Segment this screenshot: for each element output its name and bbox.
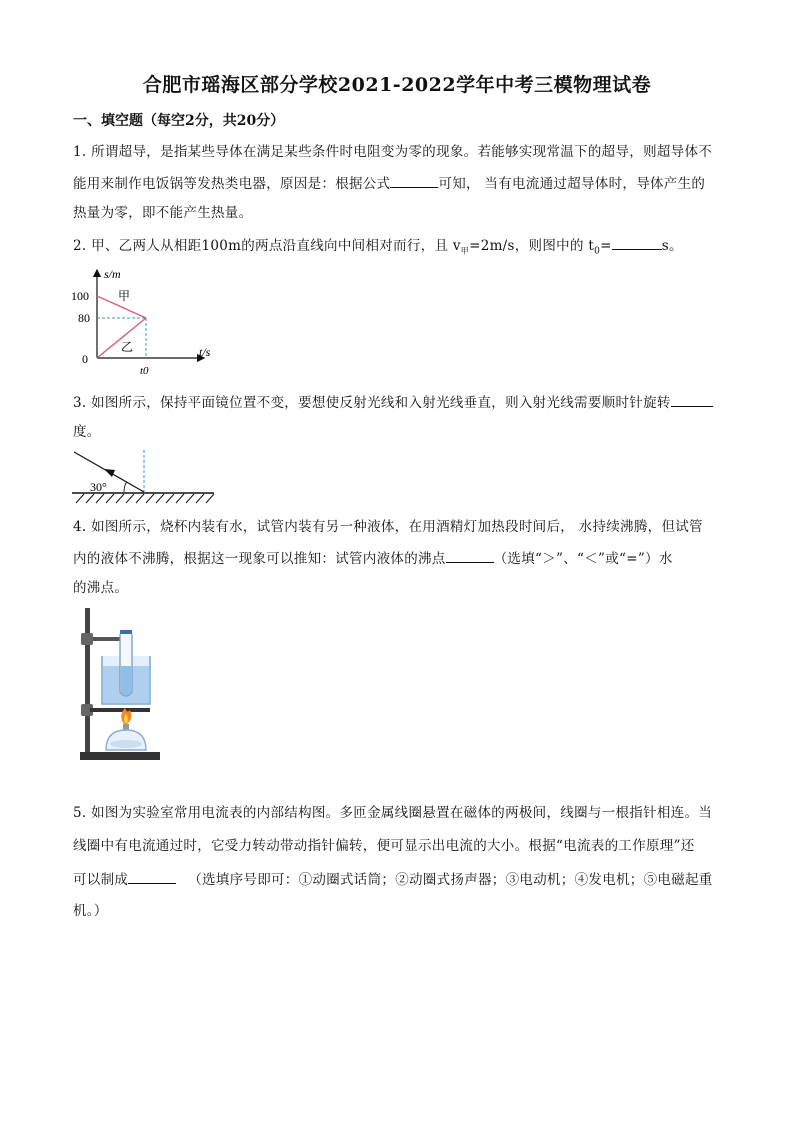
q5-text-b: （选填序号即可：①动圈式话筒；②动圈式扬声器；③电动机；④发电机；⑤电磁起重 bbox=[188, 872, 713, 888]
q4-line-2 bbox=[73, 548, 723, 569]
tick-100: 100 bbox=[71, 289, 89, 303]
q2-answer-blank[interactable] bbox=[612, 235, 662, 250]
lamp-wick bbox=[123, 724, 129, 730]
y-axis-label: s/m bbox=[104, 267, 121, 281]
q1-answer-blank[interactable] bbox=[390, 173, 438, 188]
tick-0: 0 bbox=[82, 352, 88, 366]
q2-subscript-0: 0 bbox=[594, 246, 601, 257]
q1-line-3: 热量为零，即不能产生热量。 bbox=[73, 205, 253, 221]
q3-line-2: 度。 bbox=[73, 424, 101, 440]
q1-line-1: 1. 所谓超导，是指某些导体在满足某些条件时电阻变为零的现象。若能够实现常温下的超导，则超导体不 bbox=[73, 144, 713, 160]
q5-text-a: 可以制成 bbox=[73, 872, 129, 888]
q1-line-2 bbox=[73, 173, 723, 194]
ring-support bbox=[90, 708, 150, 712]
q2-text-c: = bbox=[600, 238, 612, 254]
q5-line-1: 5. 如图为实验室常用电流表的内部结构图。多匝金属线圈悬置在磁体的两极间，线圈与一根指针相连。当 bbox=[73, 805, 713, 821]
mirror-hatching bbox=[76, 494, 214, 503]
q3-answer-blank[interactable] bbox=[671, 392, 713, 407]
angle-label: 30° bbox=[90, 480, 107, 494]
q4-text-a: 内的液体不沸腾，根据这一现象可以推知：试管内液体的沸点 bbox=[73, 551, 446, 567]
angle-arc bbox=[124, 482, 127, 492]
exam-title: 合肥市瑶海区部分学校2021-2022学年中考三模物理试卷 bbox=[142, 74, 652, 96]
q2-subscript: 甲 bbox=[460, 246, 470, 256]
tick-80: 80 bbox=[78, 311, 90, 325]
section-heading: 一、填空题（每空2分，共20分） bbox=[73, 113, 285, 129]
q3-mirror-diagram bbox=[68, 448, 218, 506]
ray-arrow bbox=[104, 469, 115, 477]
q2-text-d: s。 bbox=[661, 238, 683, 254]
lamp-alcohol bbox=[110, 740, 142, 748]
clamp-knob bbox=[81, 633, 93, 645]
stand-rod bbox=[85, 608, 90, 758]
label-yi: 乙 bbox=[121, 340, 134, 354]
q5-line-4: 机。） bbox=[73, 903, 108, 919]
q4-text-b: （选填“＞”、“＜”或“=”）水 bbox=[493, 551, 673, 567]
q4-answer-blank[interactable] bbox=[446, 548, 494, 563]
q4-heating-apparatus bbox=[72, 604, 162, 766]
q1-text-a: 能用来制作电饭锅等发热类电器，原因是：根据公式 bbox=[73, 176, 391, 192]
q3-text: 3. 如图所示，保持平面镜位置不变，要想使反射光线和入射光线垂直，则入射光线需要顺时针旋转 bbox=[73, 395, 671, 411]
q2-line-1 bbox=[73, 235, 723, 262]
q5-line-2: 线圈中有电流通过时，它受力转动带动指针偏转，便可显示出电流的大小。根据“电流表的工作原理”还 bbox=[73, 838, 695, 854]
tick-t0: t0 bbox=[140, 365, 149, 377]
q2-text-a: 2. 甲、乙两人从相距100m的两点沿直线向中间相对而行，且 v bbox=[73, 238, 461, 254]
label-jia: 甲 bbox=[118, 289, 131, 303]
q1-text-b: 可知， 当有电流通过超导体时，导体产生的 bbox=[438, 176, 706, 192]
stand-base bbox=[80, 752, 160, 760]
q5-line-3 bbox=[73, 869, 723, 890]
q4-line-1: 4. 如图所示，烧杯内装有水，试管内装有另一种液体，在用酒精灯加热段时间后， 水持续沸腾，但试管 bbox=[73, 519, 703, 535]
q2-st-graph bbox=[68, 262, 228, 382]
x-axis-label: t/s bbox=[199, 345, 211, 359]
q5-answer-blank[interactable] bbox=[128, 869, 176, 884]
test-tube-liquid bbox=[121, 666, 131, 696]
q3-line-1 bbox=[73, 392, 723, 413]
q4-line-3: 的沸点。 bbox=[73, 580, 129, 596]
q2-text-b: =2m/s，则图中的 t bbox=[469, 238, 595, 254]
